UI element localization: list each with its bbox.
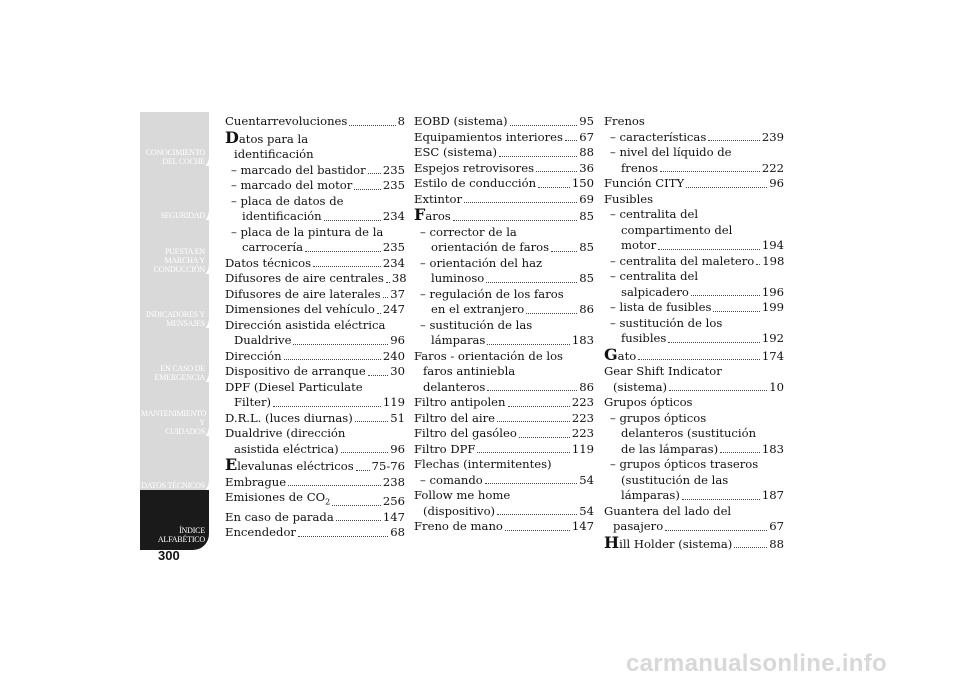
entry-text: Faros - orientación de los xyxy=(414,348,563,363)
entry-page: 240 xyxy=(382,348,405,363)
entry-text: (sustitución de las xyxy=(621,472,729,487)
index-entry[interactable] xyxy=(414,519,594,535)
index-entry[interactable] xyxy=(414,333,594,349)
entry-text: Guantera del lado del xyxy=(604,503,732,518)
index-entry[interactable] xyxy=(225,256,405,272)
entry-page: 96 xyxy=(390,333,405,347)
entry-page: 85 xyxy=(579,240,594,254)
entry-text: ill Holder (sistema) xyxy=(619,536,733,551)
entry-text: orientación de faros xyxy=(431,240,550,254)
entry-page: 235 xyxy=(382,162,405,177)
entry-text: delanteros xyxy=(423,379,486,394)
entry-page: 196 xyxy=(761,284,784,299)
index-entry[interactable] xyxy=(414,207,594,225)
entry-text: en el extranjero xyxy=(431,302,525,316)
entry-text: – sustitución de los xyxy=(610,315,723,330)
entry-page: 223 xyxy=(571,426,594,440)
index-entry[interactable] xyxy=(604,161,784,177)
index-entry[interactable] xyxy=(414,473,594,489)
entry-text: (sistema) xyxy=(613,379,668,394)
index-entry[interactable] xyxy=(414,114,594,130)
index-entry[interactable] xyxy=(225,302,405,318)
entry-text: atos para la xyxy=(238,131,309,146)
index-entry[interactable] xyxy=(414,395,594,411)
entry-page: 96 xyxy=(769,176,784,190)
index-entry[interactable] xyxy=(225,349,405,365)
entry-text: fusibles xyxy=(621,331,667,345)
entry-text: Flechas (intermitentes) xyxy=(414,457,552,471)
entry-text: Embrague xyxy=(225,474,287,489)
entry-page: 235 xyxy=(382,178,405,192)
index-entry[interactable] xyxy=(604,380,784,396)
entry-text: DPF (Diesel Particulate xyxy=(225,379,363,394)
entry-text: Difusores de aire laterales xyxy=(225,286,381,301)
entry-text: Espejos retrovisores xyxy=(414,160,535,175)
initial-letter: H xyxy=(604,532,620,552)
entry-text: Freno de mano xyxy=(414,519,503,533)
entry-page: 86 xyxy=(579,379,594,394)
entry-text: Dispositivo de arranque xyxy=(225,364,366,378)
entry-page: 38 xyxy=(391,271,407,285)
entry-page: 223 xyxy=(571,395,594,409)
entry-text: – marcado del motor xyxy=(231,178,353,192)
entry-text: – centralita del xyxy=(610,269,699,283)
index-entry[interactable] xyxy=(225,395,405,411)
entry-page: 95 xyxy=(579,114,594,128)
index-entry[interactable] xyxy=(414,161,594,177)
entry-text: – centralita del xyxy=(610,207,699,221)
entry-text: (dispositivo) xyxy=(423,503,496,518)
tab-label: ÍNDICE ALFABÉTICO xyxy=(157,526,205,544)
entry-text: – comando xyxy=(420,472,483,487)
index-entry[interactable] xyxy=(225,333,405,349)
entry-page: 37 xyxy=(390,286,405,301)
entry-text: salpicadero xyxy=(621,284,689,299)
entry-text: lámparas xyxy=(431,333,486,347)
index-entry[interactable] xyxy=(225,364,405,380)
tab-indicadores[interactable] xyxy=(140,274,209,334)
index-entry[interactable] xyxy=(604,285,784,301)
tab-conocimiento[interactable] xyxy=(140,112,209,172)
entry-text: identificación xyxy=(234,147,314,161)
entry-page: 147 xyxy=(571,519,594,533)
entry-page: 67 xyxy=(769,519,784,533)
entry-text: faros antiniebla xyxy=(423,364,516,378)
entry-page: 192 xyxy=(761,331,784,345)
entry-text: Dualdrive xyxy=(234,333,292,347)
entry-page: 174 xyxy=(761,348,784,363)
entry-page: 10 xyxy=(769,379,784,394)
entry-text: Emisiones de CO xyxy=(225,490,326,504)
entry-text: luminoso xyxy=(431,271,485,285)
index-entry[interactable] xyxy=(414,302,594,318)
entry-text: levalunas eléctricos xyxy=(237,459,354,473)
index-entry[interactable] xyxy=(225,287,405,303)
entry-page: 85 xyxy=(579,209,594,223)
entry-page: 96 xyxy=(390,441,405,456)
entry-text: – placa de la pintura de la xyxy=(231,224,384,239)
index-entry[interactable] xyxy=(414,176,594,192)
entry-text: Dirección asistida eléctrica xyxy=(225,317,386,332)
entry-page: 119 xyxy=(571,441,594,456)
entry-page: 223 xyxy=(571,410,594,425)
entry-text: Grupos ópticos xyxy=(604,395,693,409)
watermark: carmanualsonline.info xyxy=(626,650,888,677)
entry-text: Dirección xyxy=(225,348,282,363)
entry-text: Datos técnicos xyxy=(225,255,312,270)
entry-text: Equipamientos interiores xyxy=(414,129,563,144)
entry-text: – orientación del haz xyxy=(420,255,543,270)
tab-label: MANTENIMIENTO Y CUIDADOS xyxy=(141,409,207,436)
entry-page: 85 xyxy=(579,271,594,285)
entry-page: 194 xyxy=(761,238,784,252)
tab-label: INDICADORES Y MENSAJES xyxy=(145,310,205,328)
tab-mantenimiento[interactable] xyxy=(140,382,209,442)
entry-text: Filter) xyxy=(234,395,272,409)
entry-page: 119 xyxy=(382,395,405,409)
entry-text: – placa de datos de xyxy=(231,193,344,208)
entry-page: 147 xyxy=(382,509,405,524)
index-entry[interactable] xyxy=(604,176,784,192)
entry-text: Follow me home xyxy=(414,488,511,502)
entry-page: 69 xyxy=(579,191,594,206)
entry-text: Filtro del gasóleo xyxy=(414,426,517,440)
index-entry[interactable] xyxy=(225,457,405,475)
index-column-1 xyxy=(225,114,405,541)
index-entry[interactable] xyxy=(604,519,784,535)
entry-text: Extintor xyxy=(414,191,463,206)
entry-text: identificación xyxy=(242,209,322,223)
tab-label: EN CASO DE EMERGENCIA xyxy=(154,364,205,382)
entry-text: Filtro DPF xyxy=(414,441,476,456)
index-entry[interactable] xyxy=(604,488,784,504)
index-entry[interactable] xyxy=(414,130,594,146)
index-entry[interactable] xyxy=(604,238,784,254)
entry-text: – marcado del bastidor xyxy=(231,162,366,177)
index-entry[interactable] xyxy=(225,510,405,526)
entry-text: Filtro antipolen xyxy=(414,395,506,409)
index-entry[interactable] xyxy=(604,331,784,347)
entry-page: 88 xyxy=(579,145,594,159)
entry-text: aros xyxy=(425,209,451,223)
index-entry[interactable] xyxy=(225,490,405,510)
index-entry[interactable] xyxy=(225,163,405,179)
initial-letter: E xyxy=(225,455,238,474)
entry-text: – regulación de los faros xyxy=(420,286,564,301)
tab-label: SEGURIDAD xyxy=(160,211,205,220)
index-entry[interactable] xyxy=(604,344,784,365)
entry-text: delanteros (sustitución xyxy=(621,426,757,440)
entry-text: – lista de fusibles xyxy=(610,300,712,314)
subscript: 2 xyxy=(325,497,331,507)
entry-text: Dualdrive (dirección xyxy=(225,426,346,440)
tab-label: PUESTA EN MARCHA Y CONDUCCIÓN xyxy=(153,247,205,274)
index-entry[interactable] xyxy=(604,442,784,458)
entry-page: 183 xyxy=(761,441,784,456)
entry-text: Difusores de aire centrales xyxy=(225,271,384,285)
entry-page: 239 xyxy=(761,129,784,144)
index-entry[interactable] xyxy=(414,411,594,427)
entry-text: – sustitución de las xyxy=(420,317,533,332)
index-entry[interactable] xyxy=(414,426,594,442)
entry-text: Filtro del aire xyxy=(414,410,496,425)
entry-page: 183 xyxy=(571,333,594,347)
entry-page: 86 xyxy=(579,302,594,316)
index-entry[interactable] xyxy=(414,240,594,256)
entry-page: 54 xyxy=(579,472,594,487)
entry-page: 256 xyxy=(382,494,405,509)
entry-page: 150 xyxy=(571,176,594,190)
index-entry[interactable] xyxy=(225,525,405,541)
index-entry[interactable] xyxy=(225,209,405,225)
entry-page: 222 xyxy=(761,160,784,175)
index-entry[interactable] xyxy=(225,442,405,458)
entry-page: 68 xyxy=(390,525,405,540)
index-entry[interactable] xyxy=(225,178,405,194)
entry-text: Frenos xyxy=(604,114,645,128)
entry-page: 88 xyxy=(769,536,784,551)
index-entry[interactable] xyxy=(225,240,405,256)
entry-text: frenos xyxy=(621,160,659,175)
entry-page: 238 xyxy=(382,474,405,489)
entry-text: – características xyxy=(610,129,707,144)
index-heading-entry xyxy=(225,127,405,148)
index-entry[interactable] xyxy=(604,254,784,270)
entry-page: 235 xyxy=(382,240,405,254)
tab-label: DATOS TÉCNICOS xyxy=(141,481,205,490)
entry-text: – nivel del líquido de xyxy=(610,145,732,159)
entry-text: pasajero xyxy=(613,519,664,533)
entry-text: Encendedor xyxy=(225,525,296,540)
entry-text: lámparas) xyxy=(621,488,680,502)
entry-page: 30 xyxy=(390,364,405,378)
index-column-2 xyxy=(414,114,594,535)
page-number: 300 xyxy=(158,548,180,563)
entry-text: EOBD (sistema) xyxy=(414,114,508,128)
tab-emergencia[interactable] xyxy=(140,328,209,388)
index-entry[interactable] xyxy=(414,271,594,287)
index-entry[interactable] xyxy=(225,114,405,130)
entry-page: 199 xyxy=(761,300,784,314)
entry-text: D.R.L. (luces diurnas) xyxy=(225,410,353,425)
entry-page: 8 xyxy=(397,114,405,128)
entry-text: Dimensiones del vehículo xyxy=(225,302,375,316)
initial-letter: D xyxy=(225,127,239,147)
entry-page: 234 xyxy=(382,209,405,223)
entry-text: Fusibles xyxy=(604,191,654,206)
index-entry[interactable] xyxy=(604,532,784,553)
initial-letter: G xyxy=(604,344,618,364)
index-entry[interactable] xyxy=(414,192,594,208)
tab-indice-alfabetico[interactable] xyxy=(140,490,209,550)
tab-label: CONOCIMIENTO DEL COCHE xyxy=(145,148,205,166)
entry-text: compartimento del xyxy=(621,222,733,237)
entry-text: Cuentarrevoluciones xyxy=(225,114,348,128)
entry-page: 36 xyxy=(579,160,594,175)
index-entry[interactable] xyxy=(414,380,594,396)
entry-text: motor xyxy=(621,238,657,252)
entry-page: 51 xyxy=(390,410,405,425)
entry-text: En caso de parada xyxy=(225,509,334,524)
index-entry[interactable] xyxy=(604,130,784,146)
tab-seguridad[interactable] xyxy=(140,166,209,226)
tab-datos-tecnicos[interactable] xyxy=(140,436,209,496)
entry-text: ato xyxy=(617,348,637,363)
entry-page: 75-76 xyxy=(371,459,405,473)
tab-puesta-en-marcha[interactable] xyxy=(140,220,209,280)
entry-text: – centralita del maletero xyxy=(610,253,755,268)
entry-text: asistida eléctrica) xyxy=(234,441,339,456)
entry-text: – grupos ópticos traseros xyxy=(610,457,759,471)
index-entry[interactable] xyxy=(414,442,594,458)
entry-text: – corrector de la xyxy=(420,224,517,239)
entry-page: 54 xyxy=(579,503,594,518)
entry-text: – grupos ópticos xyxy=(610,410,707,425)
index-entry[interactable] xyxy=(225,411,405,427)
entry-text: de las lámparas) xyxy=(621,441,719,456)
index-entry[interactable] xyxy=(414,145,594,161)
entry-page: 187 xyxy=(761,488,784,502)
index-entry[interactable] xyxy=(604,300,784,316)
index-column-3 xyxy=(604,114,784,552)
initial-letter: F xyxy=(414,205,426,224)
entry-text: Gear Shift Indicator xyxy=(604,364,722,378)
entry-text: Función CITY xyxy=(604,176,685,190)
index-entry[interactable] xyxy=(225,271,405,287)
entry-page: 234 xyxy=(382,255,405,270)
index-entry[interactable] xyxy=(225,475,405,491)
entry-page: 67 xyxy=(579,129,594,144)
entry-text: Estilo de conducción xyxy=(414,176,537,190)
entry-page: 198 xyxy=(762,253,785,268)
entry-page: 247 xyxy=(382,302,405,316)
entry-text: carrocería xyxy=(242,240,303,254)
entry-text: ESC (sistema) xyxy=(414,145,498,159)
index-entry[interactable] xyxy=(414,504,594,520)
chapter-sidebar xyxy=(140,112,209,544)
